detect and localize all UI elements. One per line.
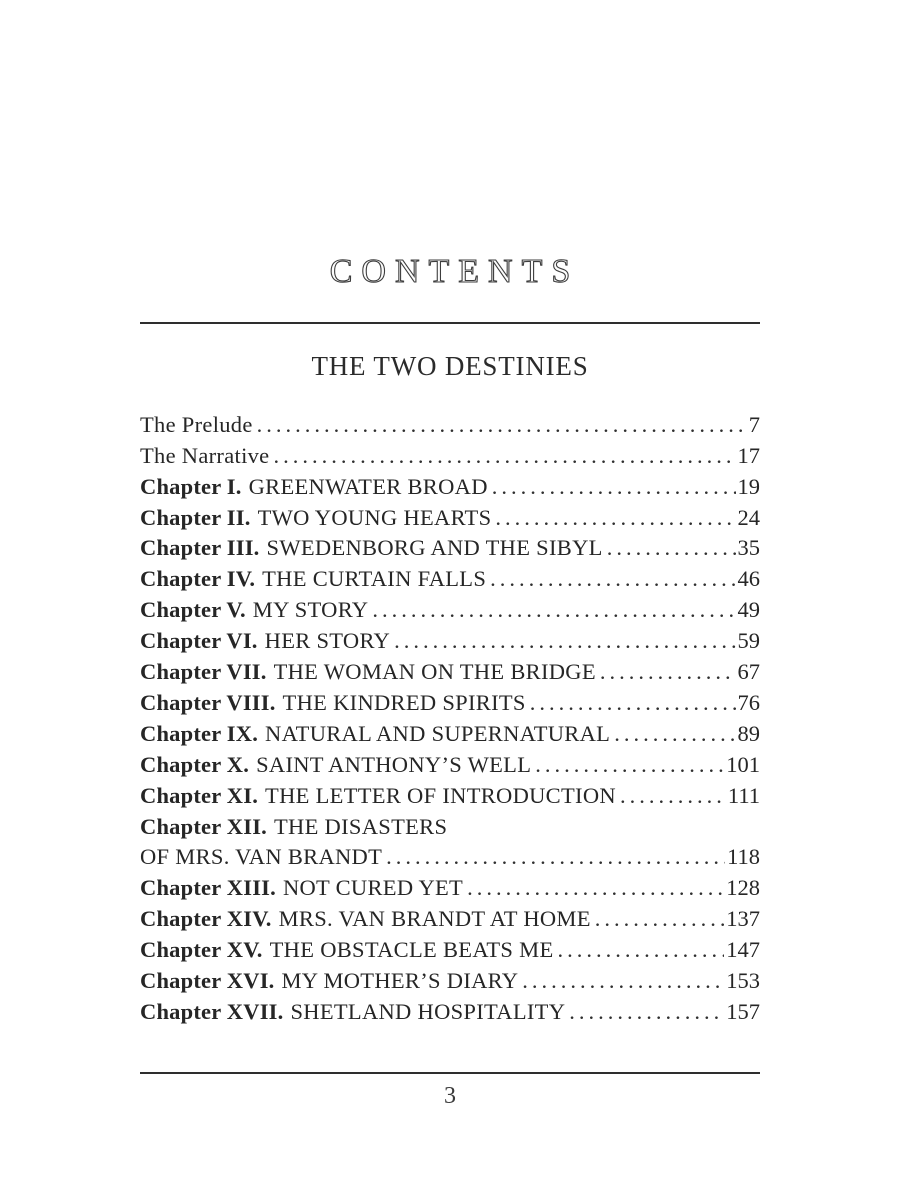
toc-entry xyxy=(140,997,760,1028)
toc-entry xyxy=(140,750,760,781)
page-number: 3 xyxy=(444,1082,456,1109)
dot-leader xyxy=(394,626,735,657)
chapter-page-number: 24 xyxy=(737,504,760,530)
toc-entry xyxy=(140,441,760,472)
top-rule xyxy=(140,322,760,324)
toc-entry xyxy=(140,873,760,904)
chapter-label: Chapter XV. xyxy=(140,937,263,963)
page-content xyxy=(140,0,760,1110)
chapter-label: Chapter VI. xyxy=(140,628,258,654)
chapter-label: Chapter XIII. xyxy=(140,875,276,901)
chapter-title: HER STORY xyxy=(264,628,391,654)
chapter-label: Chapter XVI. xyxy=(140,968,275,994)
chapter-page-number: 118 xyxy=(727,844,760,870)
toc-entry xyxy=(140,719,760,750)
chapter-title: TWO YOUNG HEARTS xyxy=(257,504,492,530)
toc-entry xyxy=(140,904,760,935)
dot-leader xyxy=(386,842,725,873)
chapter-label: Chapter II. xyxy=(140,504,251,530)
chapter-page-number: 49 xyxy=(737,597,760,623)
chapter-page-number: 89 xyxy=(737,720,760,746)
chapter-label: Chapter XII. xyxy=(140,813,267,839)
chapter-label: Chapter I. xyxy=(140,473,242,499)
toc-entry xyxy=(140,657,760,688)
chapter-title: SWEDENBORG AND THE SIBYL xyxy=(266,535,603,561)
dot-leader xyxy=(273,441,735,472)
dot-leader xyxy=(607,533,736,564)
chapter-page-number: 17 xyxy=(737,442,760,468)
dot-leader xyxy=(495,503,735,534)
chapter-title: THE OBSTACLE BEATS ME xyxy=(269,937,554,963)
toc-entry xyxy=(140,781,760,812)
toc-entry xyxy=(140,595,760,626)
toc-entry xyxy=(140,626,760,657)
dot-leader xyxy=(530,688,736,719)
chapter-title: GREENWATER BROAD xyxy=(248,473,488,499)
toc-entry xyxy=(140,503,760,534)
bottom-rule xyxy=(140,1072,760,1074)
toc-entry xyxy=(140,472,760,503)
chapter-title: MY STORY xyxy=(252,597,369,623)
chapter-title: THE LETTER OF INTRODUCTION xyxy=(265,782,616,808)
chapter-title: The Prelude xyxy=(140,411,253,437)
chapter-title: The Narrative xyxy=(140,442,270,468)
chapter-page-number: 101 xyxy=(726,751,760,777)
chapter-label: Chapter XVII. xyxy=(140,999,284,1025)
chapter-page-number: 157 xyxy=(726,999,760,1025)
chapter-page-number: 19 xyxy=(737,473,760,499)
dot-leader xyxy=(535,750,724,781)
chapter-label: Chapter VII. xyxy=(140,659,267,685)
chapter-title: THE DISASTERS xyxy=(274,813,448,839)
book-title: THE TWO DESTINIES xyxy=(311,350,589,381)
chapter-label: Chapter IX. xyxy=(140,720,259,746)
chapter-page-number: 7 xyxy=(748,411,760,437)
chapter-title: THE KINDRED SPIRITS xyxy=(282,689,526,715)
dot-leader xyxy=(595,904,724,935)
contents-heading: CONTENTS xyxy=(329,253,580,290)
dot-leader xyxy=(257,410,747,441)
dot-leader xyxy=(467,873,724,904)
chapter-title: MY MOTHER’S DIARY xyxy=(281,968,519,994)
chapter-page-number: 137 xyxy=(726,906,760,932)
chapter-label: Chapter VIII. xyxy=(140,689,276,715)
chapter-title: OF MRS. VAN BRANDT xyxy=(140,844,383,870)
chapter-title: NOT CURED YET xyxy=(282,875,464,901)
dot-leader xyxy=(614,719,735,750)
chapter-page-number: 153 xyxy=(726,968,760,994)
toc-entry xyxy=(140,533,760,564)
dot-leader xyxy=(569,997,724,1028)
chapter-page-number: 128 xyxy=(726,875,760,901)
toc-entry xyxy=(140,688,760,719)
dot-leader xyxy=(372,595,735,626)
toc-list xyxy=(140,410,760,1028)
dot-leader xyxy=(558,935,725,966)
chapter-title: THE WOMAN ON THE BRIDGE xyxy=(273,659,596,685)
chapter-page-number: 76 xyxy=(737,689,760,715)
chapter-label: Chapter III. xyxy=(140,535,260,561)
chapter-label: Chapter XIV. xyxy=(140,906,272,932)
chapter-page-number: 59 xyxy=(737,628,760,654)
chapter-title: THE CURTAIN FALLS xyxy=(262,566,487,592)
chapter-title: NATURAL AND SUPERNATURAL xyxy=(265,720,611,746)
toc-entry xyxy=(140,966,760,997)
chapter-label: Chapter IV. xyxy=(140,566,256,592)
chapter-title: SHETLAND HOSPITALITY xyxy=(290,999,566,1025)
chapter-title: MRS. VAN BRANDT AT HOME xyxy=(278,906,591,932)
toc-entry xyxy=(140,812,760,843)
chapter-page-number: 111 xyxy=(727,782,760,808)
dot-leader xyxy=(490,564,735,595)
chapter-label: Chapter X. xyxy=(140,751,250,777)
chapter-label: Chapter V. xyxy=(140,597,246,623)
toc-entry xyxy=(140,935,760,966)
chapter-page-number: 147 xyxy=(726,937,760,963)
chapter-label: Chapter XI. xyxy=(140,782,259,808)
chapter-title: SAINT ANTHONY’S WELL xyxy=(256,751,532,777)
toc-entry xyxy=(140,410,760,441)
dot-leader xyxy=(522,966,724,997)
chapter-page-number: 35 xyxy=(737,535,760,561)
dot-leader xyxy=(492,472,736,503)
dot-leader xyxy=(600,657,736,688)
dot-leader xyxy=(620,781,726,812)
toc-entry xyxy=(140,842,760,873)
chapter-page-number: 46 xyxy=(737,566,760,592)
chapter-page-number: 67 xyxy=(737,659,760,685)
toc-entry xyxy=(140,564,760,595)
